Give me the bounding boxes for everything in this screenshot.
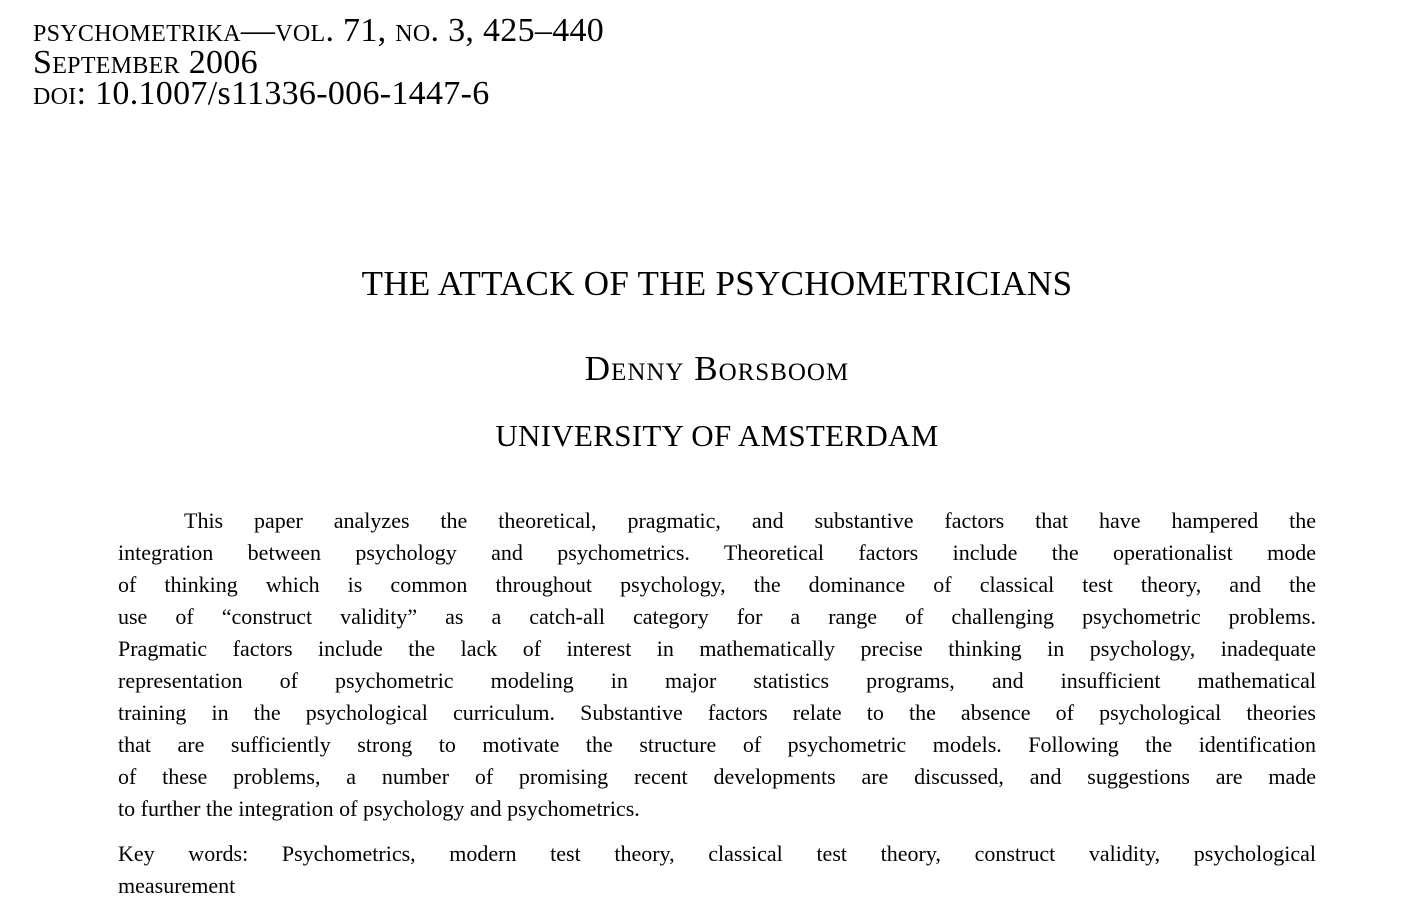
abstract-line: to further the integration of psychology and psychometrics. <box>118 796 640 821</box>
abstract-line: use of “construct validity” as a catch-all category for a range of challenging psychometric problems. <box>118 604 1316 629</box>
paper-title: THE ATTACK OF THE PSYCHOMETRICIANS <box>361 264 1073 303</box>
doi-value: : 10.1007/s11336-006-1447-6 <box>76 75 490 112</box>
keywords-line: measurement <box>118 873 236 898</box>
abstract-line: of thinking which is common throughout psychology, the dominance of classical test theory, and the <box>118 572 1316 597</box>
abstract-line: representation of psychometric modeling in major statistics programs, and insufficient mathematical <box>118 668 1316 693</box>
journal-header <box>33 12 605 112</box>
abstract-line: of these problems, a number of promising recent developments are discussed, and suggestions are made <box>118 764 1316 789</box>
keywords-line: Key words: Psychometrics, modern test theory, classical test theory, construct validity, psychological <box>118 841 1316 866</box>
abstract-line: training in the psychological curriculum. Substantive factors relate to the absence of psychological theories <box>118 700 1316 725</box>
journal-volume-line: psychometrika—vol. 71, no. 3, 425–440 <box>33 12 605 49</box>
journal-date-line: September 2006 <box>33 43 258 81</box>
journal-doi-line <box>33 75 604 112</box>
abstract-line: Pragmatic factors include the lack of interest in mathematically precise thinking in psychology, inadequate <box>118 636 1316 661</box>
abstract-line: This paper analyzes the theoretical, pragmatic, and substantive factors that have hampered the <box>184 508 1316 533</box>
keywords-block <box>118 838 1316 902</box>
abstract-line: that are sufficiently strong to motivate the structure of psychometric models. Following the identification <box>118 732 1316 757</box>
author-name: Denny Borsboom <box>584 349 850 388</box>
abstract-line: integration between psychology and psychometrics. Theoretical factors include the operationalist mode <box>118 540 1316 565</box>
doi-label: doi <box>33 75 77 112</box>
abstract-paragraph <box>118 505 1316 825</box>
affiliation: UNIVERSITY OF AMSTERDAM <box>495 418 939 453</box>
